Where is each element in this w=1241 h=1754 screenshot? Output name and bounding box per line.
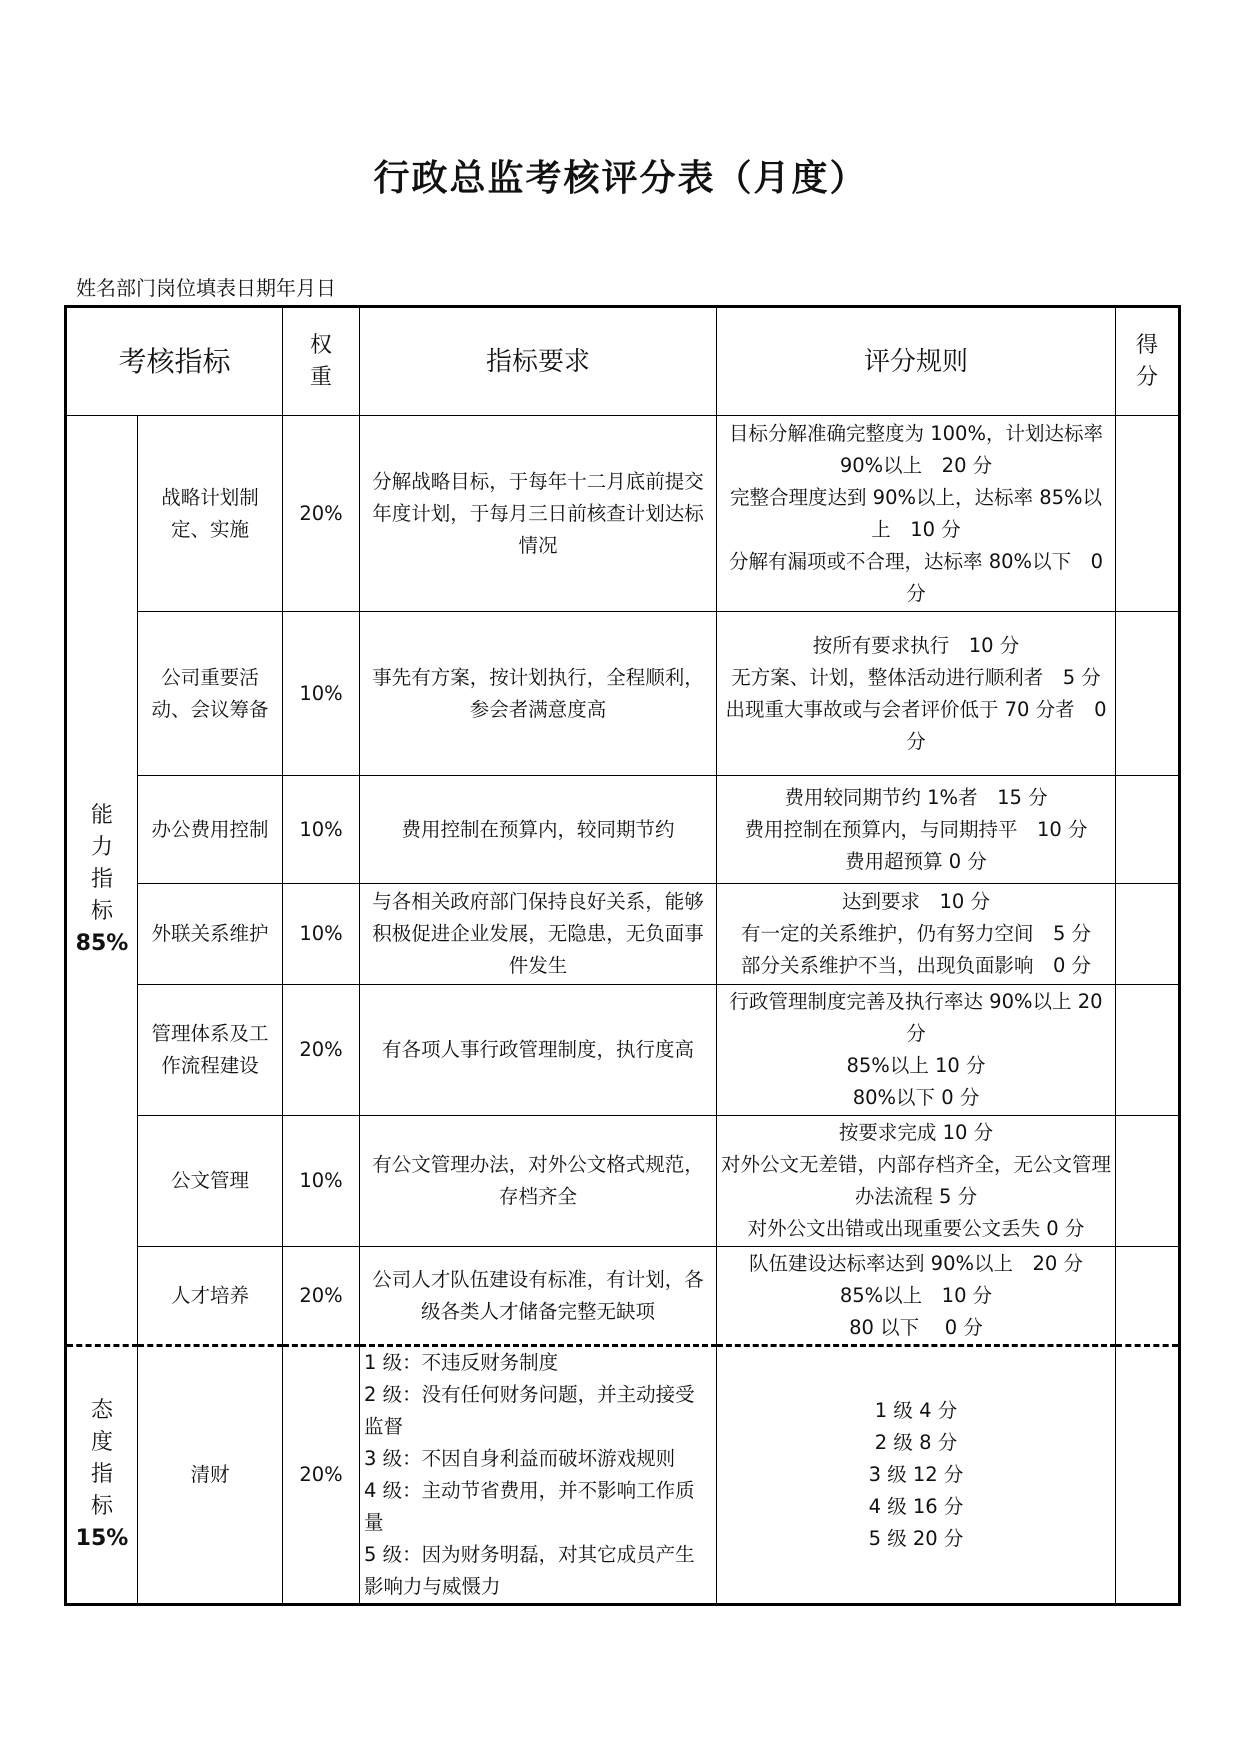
header-rule: 评分规则: [717, 307, 1116, 416]
rule-line: 按所有要求执行 10 分: [812, 633, 1020, 657]
requirement-text: 有公文管理办法，对外公文格式规范，存档齐全: [360, 1116, 717, 1247]
rule-line: 达到要求 10 分: [842, 890, 991, 913]
weight-value: 20%: [283, 985, 360, 1116]
weight-value: 20%: [283, 1346, 360, 1605]
rule-line: 费用控制在预算内，与同期持平 10 分: [744, 817, 1088, 841]
rule-line: 出现重大事故或与会者评价低于 70 分者 0 分: [725, 697, 1107, 753]
score-cell[interactable]: [1116, 776, 1180, 884]
requirement-text: 事先有方案，按计划执行，全程顺利，参会者满意度高: [360, 612, 717, 776]
level-line: 3 级：不因自身利益而破坏游戏规则: [364, 1447, 676, 1470]
rule-line: 对外公文出错或出现重要公文丢失 0 分: [747, 1217, 1085, 1240]
score-cell[interactable]: [1116, 985, 1180, 1116]
header-score: 得分: [1116, 307, 1180, 416]
rule-line: 5 级 20 分: [868, 1527, 964, 1550]
score-cell[interactable]: [1116, 1346, 1180, 1605]
level-line: 2 级：没有任何财务问题，并主动接受监督: [364, 1383, 695, 1438]
rule-line: 80 以下 0 分: [849, 1315, 983, 1339]
requirement-text: 与各相关政府部门保持良好关系，能够积极促进企业发展，无隐患，无负面事件发生: [360, 884, 717, 985]
requirement-text: 公司人才队伍建设有标准，有计划，各级各类人才储备完整无缺项: [360, 1247, 717, 1346]
weight-value: 20%: [283, 1247, 360, 1346]
rule-line: 部分关系维护不当，出现负面影响 0 分: [740, 954, 1092, 977]
rule-line: 85%以上 10 分: [846, 1054, 986, 1077]
table-row: [66, 612, 1180, 776]
rule-line: 完整合理度达到 90%以上，达标率 85%以上 10 分: [729, 485, 1103, 541]
scoring-rule: [717, 612, 1116, 776]
requirement-text: 费用控制在预算内，较同期节约: [360, 776, 717, 884]
requirement-text: 有各项人事行政管理制度，执行度高: [360, 985, 717, 1116]
header-indicator: 考核指标: [66, 307, 283, 416]
table-row: [66, 1247, 1180, 1346]
score-cell[interactable]: [1116, 884, 1180, 985]
rule-line: 对外公文无差错，内部存档齐全，无公文管理办法流程 5 分: [721, 1153, 1112, 1208]
rule-line: 80%以下 0 分: [852, 1086, 980, 1109]
indicator-item: 办公费用控制: [138, 776, 283, 884]
rule-line: 4 级 16 分: [868, 1495, 964, 1518]
form-info-line: 姓名部门岗位填表日期年月日: [76, 276, 336, 300]
evaluation-table: [64, 305, 1181, 1606]
table-row-attitude: [66, 1346, 1180, 1605]
table-row: [66, 416, 1180, 612]
scoring-rule: [717, 1116, 1116, 1247]
scoring-rule: [717, 1247, 1116, 1346]
weight-value: 10%: [283, 612, 360, 776]
category-attitude-percent: 15%: [75, 1526, 129, 1551]
level-line: 4 级：主动节省费用，并不影响工作质量: [364, 1479, 695, 1534]
rule-line: 85%以上 10 分: [839, 1283, 993, 1307]
table-row: [66, 776, 1180, 884]
header-row: [66, 307, 1180, 416]
rule-line: 1 级 4 分: [874, 1399, 958, 1422]
rule-line: 行政管理制度完善及执行率达 90%以上 20 分: [729, 990, 1103, 1045]
rule-line: 分解有漏项或不合理，达标率 80%以下 0 分: [729, 549, 1103, 605]
score-cell[interactable]: [1116, 1116, 1180, 1247]
indicator-item: 人才培养: [138, 1247, 283, 1346]
category-ability-percent: 85%: [75, 931, 129, 956]
rule-line: 目标分解准确完整度为 100%，计划达标率 90%以上 20 分: [729, 421, 1103, 477]
rule-line: 队伍建设达标率达到 90%以上 20 分: [748, 1251, 1084, 1275]
category-ability-label: 能力指标: [91, 803, 114, 924]
rule-line: 2 级 8 分: [874, 1431, 958, 1454]
indicator-item: 公司重要活动、会议筹备: [138, 612, 283, 776]
category-ability: [66, 416, 138, 1346]
level-line: 1 级：不违反财务制度: [364, 1351, 559, 1374]
category-attitude-label: 态度指标: [91, 1398, 114, 1519]
table-row: [66, 1116, 1180, 1247]
indicator-item: 外联关系维护: [138, 884, 283, 985]
indicator-item: 战略计划制定、实施: [138, 416, 283, 612]
rule-line: 无方案、计划，整体活动进行顺利者 5 分: [731, 665, 1101, 689]
requirement-levels: [360, 1346, 717, 1605]
indicator-item: 清财: [138, 1346, 283, 1605]
score-cell[interactable]: [1116, 416, 1180, 612]
score-cell[interactable]: [1116, 1247, 1180, 1346]
rule-line: 费用较同期节约 1%者 15 分: [784, 785, 1048, 809]
header-weight: 权重: [283, 307, 360, 416]
page-title: 行政总监考核评分表（月度）: [373, 158, 868, 199]
indicator-item: 公文管理: [138, 1116, 283, 1247]
level-line: 5 级：因为财务明磊，对其它成员产生影响力与威慑力: [364, 1543, 695, 1598]
rule-line: 按要求完成 10 分: [838, 1121, 994, 1144]
rule-line: 3 级 12 分: [868, 1463, 964, 1486]
weight-value: 10%: [283, 1116, 360, 1247]
scoring-rule: [717, 416, 1116, 612]
scoring-rule: [717, 884, 1116, 985]
table-row: [66, 985, 1180, 1116]
weight-value: 10%: [283, 884, 360, 985]
rule-line: 有一定的关系维护，仍有努力空间 5 分: [740, 922, 1092, 945]
weight-value: 20%: [283, 416, 360, 612]
table-row: [66, 884, 1180, 985]
weight-value: 10%: [283, 776, 360, 884]
rule-line: 费用超预算 0 分: [845, 849, 987, 873]
scoring-rule: [717, 1346, 1116, 1605]
scoring-rule: [717, 776, 1116, 884]
category-attitude: [66, 1346, 138, 1605]
requirement-text: 分解战略目标，于每年十二月底前提交年度计划，于每月三日前核查计划达标情况: [360, 416, 717, 612]
header-requirement: 指标要求: [360, 307, 717, 416]
scoring-rule: [717, 985, 1116, 1116]
score-cell[interactable]: [1116, 612, 1180, 776]
indicator-item: 管理体系及工作流程建设: [138, 985, 283, 1116]
